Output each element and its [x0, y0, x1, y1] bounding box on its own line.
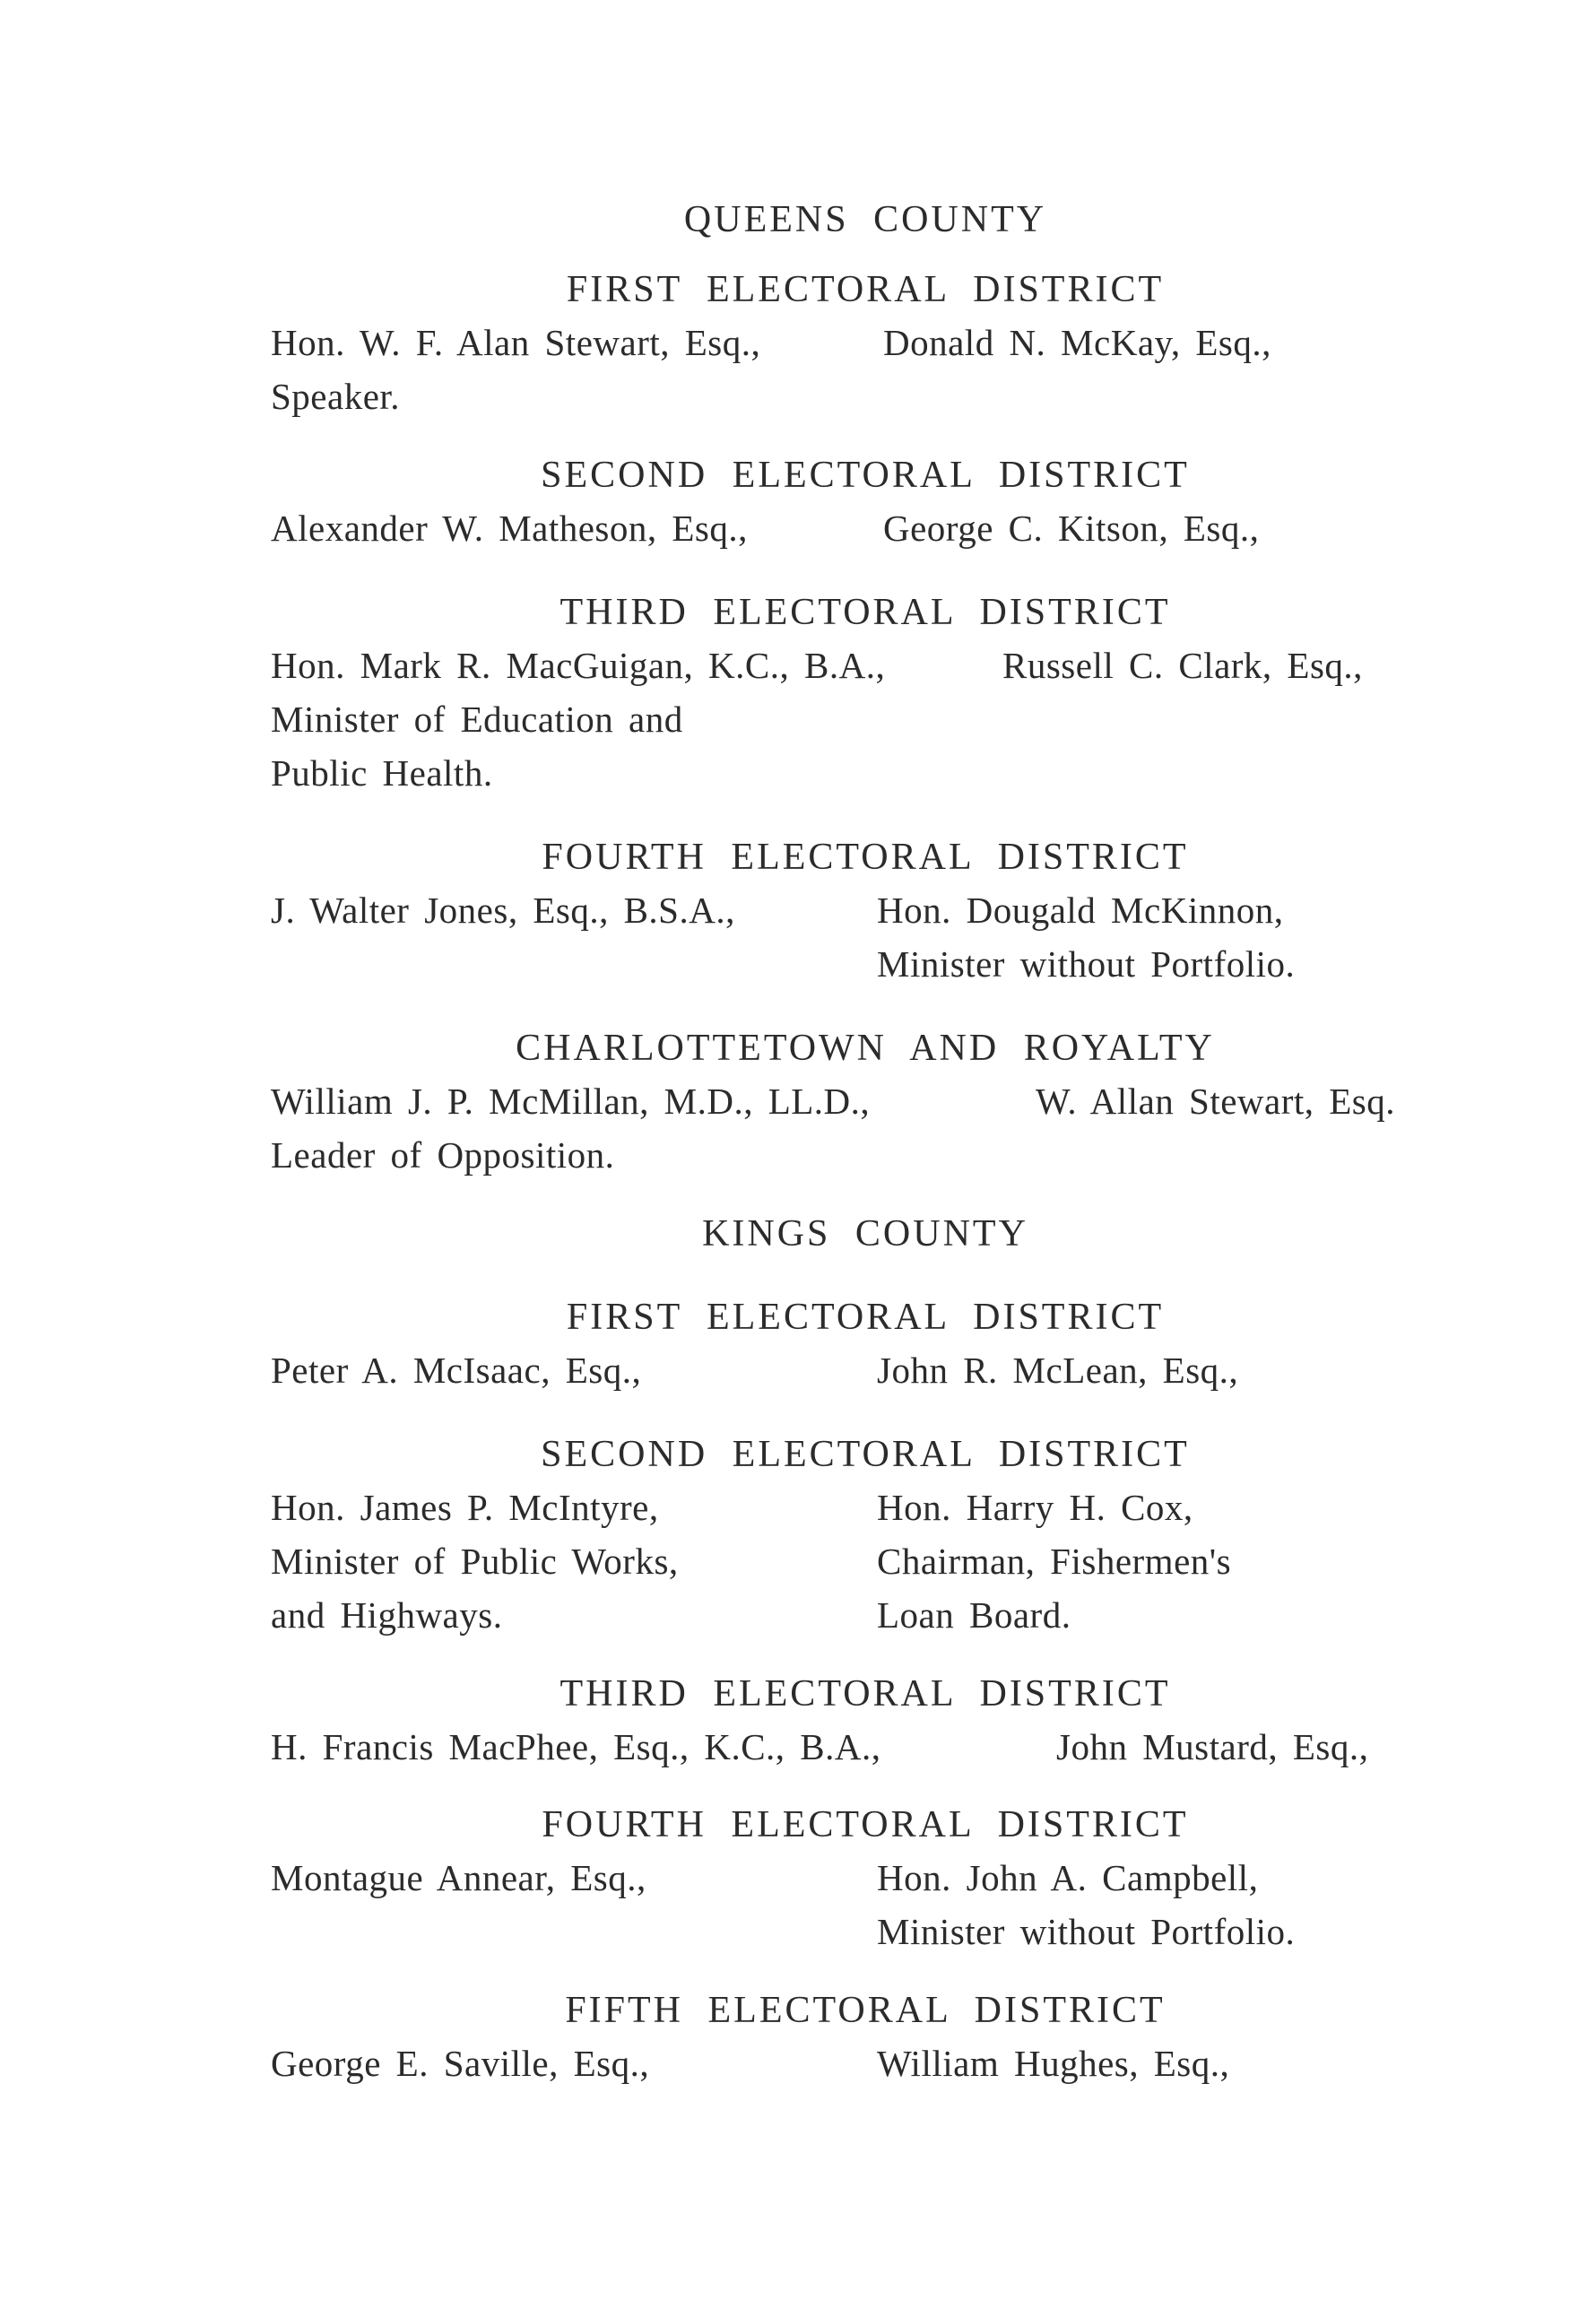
- district-heading: FIRST ELECTORAL DISTRICT: [566, 269, 1165, 310]
- district-heading: SECOND ELECTORAL DISTRICT: [541, 455, 1190, 496]
- member-left: Hon. James P. McIntyre,: [271, 1487, 659, 1528]
- member-left: Montague Annear, Esq.,: [271, 1857, 646, 1898]
- county-heading-queens: QUEENS COUNTY: [683, 199, 1047, 240]
- district-heading: FIRST ELECTORAL DISTRICT: [566, 1297, 1165, 1338]
- district-heading: THIRD ELECTORAL DISTRICT: [559, 592, 1171, 633]
- member-left: William J. P. McMillan, M.D., LL.D.,: [271, 1081, 871, 1122]
- member-right-note: Chairman, Fishermen's: [877, 1541, 1232, 1582]
- member-left-note: Public Health.: [271, 752, 493, 794]
- member-left-note: Minister of Education and: [271, 699, 683, 740]
- member-left: Alexander W. Matheson, Esq.,: [271, 508, 748, 549]
- member-right: Donald N. McKay, Esq.,: [883, 322, 1271, 363]
- district-heading: FIFTH ELECTORAL DISTRICT: [565, 1990, 1166, 2031]
- member-right: Hon. Dougald McKinnon,: [877, 890, 1284, 931]
- member-right: W. Allan Stewart, Esq.: [1036, 1081, 1396, 1122]
- member-right: John Mustard, Esq.,: [1056, 1726, 1369, 1767]
- member-right-note: Minister without Portfolio.: [877, 1911, 1296, 1952]
- member-left: Hon. Mark R. MacGuigan, K.C., B.A.,: [271, 645, 886, 686]
- member-right: Hon. John A. Campbell,: [877, 1857, 1259, 1898]
- county-heading-kings: KINGS COUNTY: [702, 1213, 1028, 1254]
- district-heading: FOURTH ELECTORAL DISTRICT: [542, 1804, 1189, 1845]
- member-right: William Hughes, Esq.,: [877, 2043, 1230, 2084]
- member-left: Hon. W. F. Alan Stewart, Esq.,: [271, 322, 761, 363]
- member-left-note: Leader of Opposition.: [271, 1134, 615, 1176]
- member-right-note: Loan Board.: [877, 1594, 1071, 1636]
- district-heading: SECOND ELECTORAL DISTRICT: [541, 1434, 1190, 1475]
- member-left: H. Francis MacPhee, Esq., K.C., B.A.,: [271, 1726, 881, 1767]
- member-left-note: Speaker.: [271, 376, 401, 417]
- member-left-note: Minister of Public Works,: [271, 1541, 679, 1582]
- member-left: J. Walter Jones, Esq., B.S.A.,: [271, 890, 735, 931]
- member-right: George C. Kitson, Esq.,: [883, 508, 1260, 549]
- member-right: Russell C. Clark, Esq.,: [1002, 645, 1363, 686]
- district-heading: CHARLOTTETOWN AND ROYALTY: [516, 1028, 1215, 1069]
- member-right: Hon. Harry H. Cox,: [877, 1487, 1193, 1528]
- member-left: Peter A. McIsaac, Esq.,: [271, 1350, 642, 1391]
- member-left-note: and Highways.: [271, 1594, 503, 1636]
- district-heading: FOURTH ELECTORAL DISTRICT: [542, 837, 1189, 878]
- member-right-note: Minister without Portfolio.: [877, 943, 1296, 985]
- member-right: John R. McLean, Esq.,: [877, 1350, 1239, 1391]
- district-heading: THIRD ELECTORAL DISTRICT: [559, 1673, 1171, 1715]
- member-left: George E. Saville, Esq.,: [271, 2043, 650, 2084]
